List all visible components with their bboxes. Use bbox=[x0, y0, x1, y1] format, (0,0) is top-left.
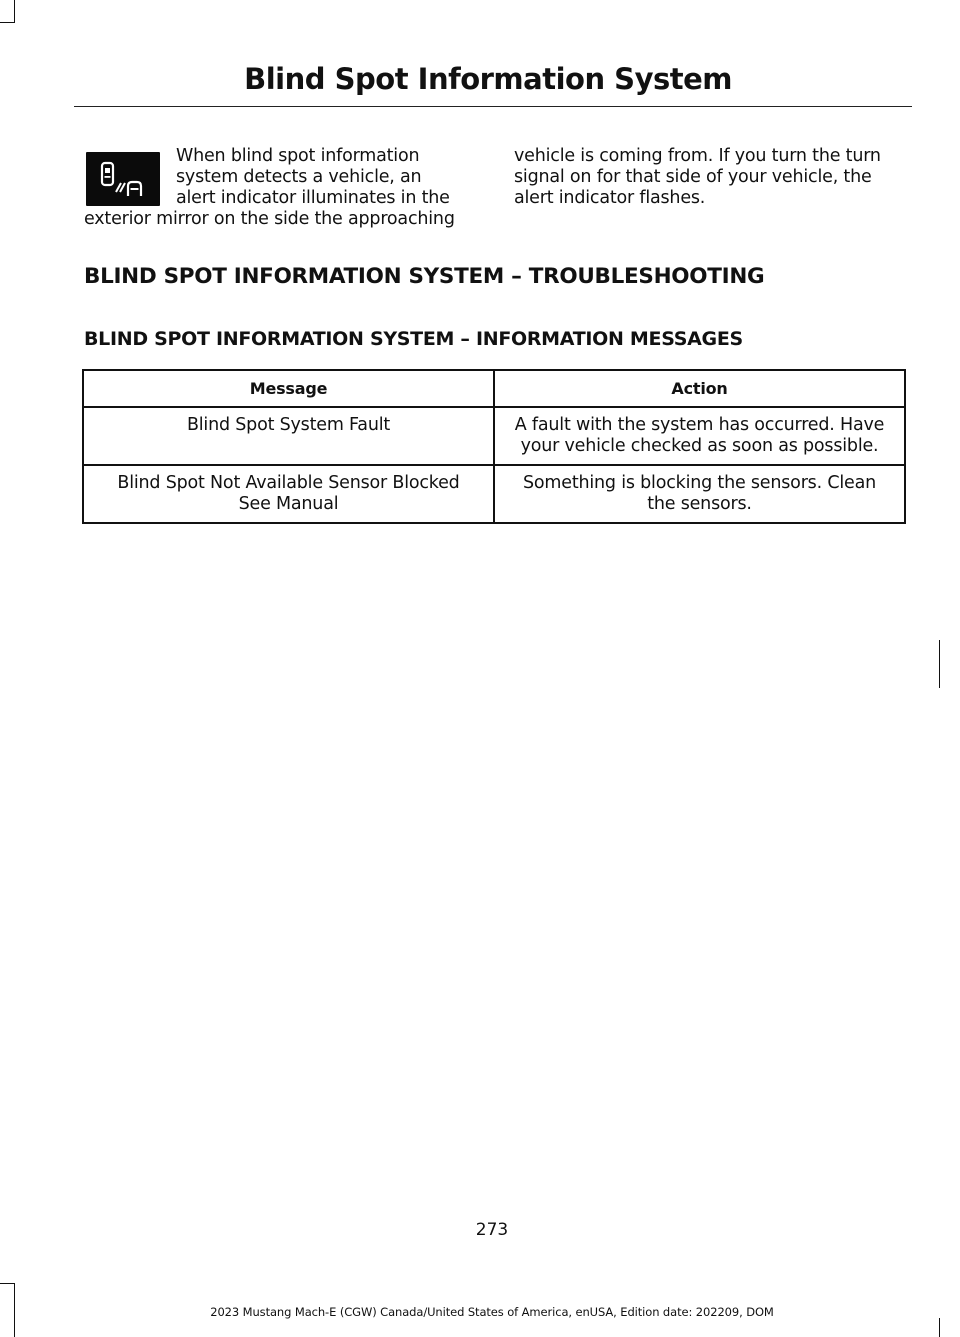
cell-line: Blind Spot System Fault bbox=[186, 415, 391, 435]
information-messages-heading: BLIND SPOT INFORMATION SYSTEM – INFORMATION MESSAGES bbox=[84, 328, 743, 350]
cell-line: the sensors. bbox=[647, 494, 752, 514]
page-number: 273 bbox=[475, 1220, 509, 1240]
intro-right-line: signal on for that side of your vehicle, the bbox=[514, 167, 872, 187]
crop-mark-right-mid bbox=[939, 640, 940, 688]
intro-left-line: When blind spot information bbox=[176, 146, 420, 166]
table-row bbox=[83, 465, 905, 523]
page-title: Blind Spot Information System bbox=[244, 62, 732, 96]
table-row bbox=[83, 407, 905, 465]
table-header-row bbox=[83, 370, 905, 407]
intro-right-line: alert indicator flashes. bbox=[514, 188, 706, 208]
edition-footer: 2023 Mustang Mach-E (CGW) Canada/United States of America, enUSA, Edition date: 202209, DOM bbox=[210, 1305, 774, 1319]
column-header-action: Action bbox=[494, 370, 905, 407]
troubleshooting-heading: BLIND SPOT INFORMATION SYSTEM – TROUBLESHOOTING bbox=[84, 264, 765, 289]
cell-line: Something is blocking the sensors. Clean bbox=[523, 473, 876, 493]
cell-line: See Manual bbox=[238, 494, 339, 514]
intro-left-line: system detects a vehicle, an bbox=[176, 167, 422, 187]
header-rule bbox=[74, 106, 912, 107]
message-cell bbox=[83, 465, 494, 523]
information-messages-table bbox=[82, 369, 906, 524]
intro-left-line: exterior mirror on the side the approaching bbox=[84, 209, 455, 229]
column-header-message: Message bbox=[83, 370, 494, 407]
action-cell bbox=[494, 465, 905, 523]
intro-left-column bbox=[84, 146, 476, 230]
action-cell bbox=[494, 407, 905, 465]
crop-mark-bottom-right bbox=[939, 1318, 940, 1337]
message-cell bbox=[83, 407, 494, 465]
intro-right-line: vehicle is coming from. If you turn the turn bbox=[514, 146, 881, 166]
crop-mark-top-left-v bbox=[14, 0, 15, 22]
cell-line: A fault with the system has occurred. Have bbox=[514, 415, 885, 435]
crop-mark-top-left-h bbox=[0, 22, 15, 23]
intro-left-line: alert indicator illuminates in the bbox=[176, 188, 450, 208]
intro-right-column bbox=[514, 146, 906, 209]
crop-mark-bottom-left-h bbox=[0, 1283, 15, 1284]
cell-line: your vehicle checked as soon as possible. bbox=[520, 436, 879, 456]
cell-line: Blind Spot Not Available Sensor Blocked bbox=[117, 473, 460, 493]
